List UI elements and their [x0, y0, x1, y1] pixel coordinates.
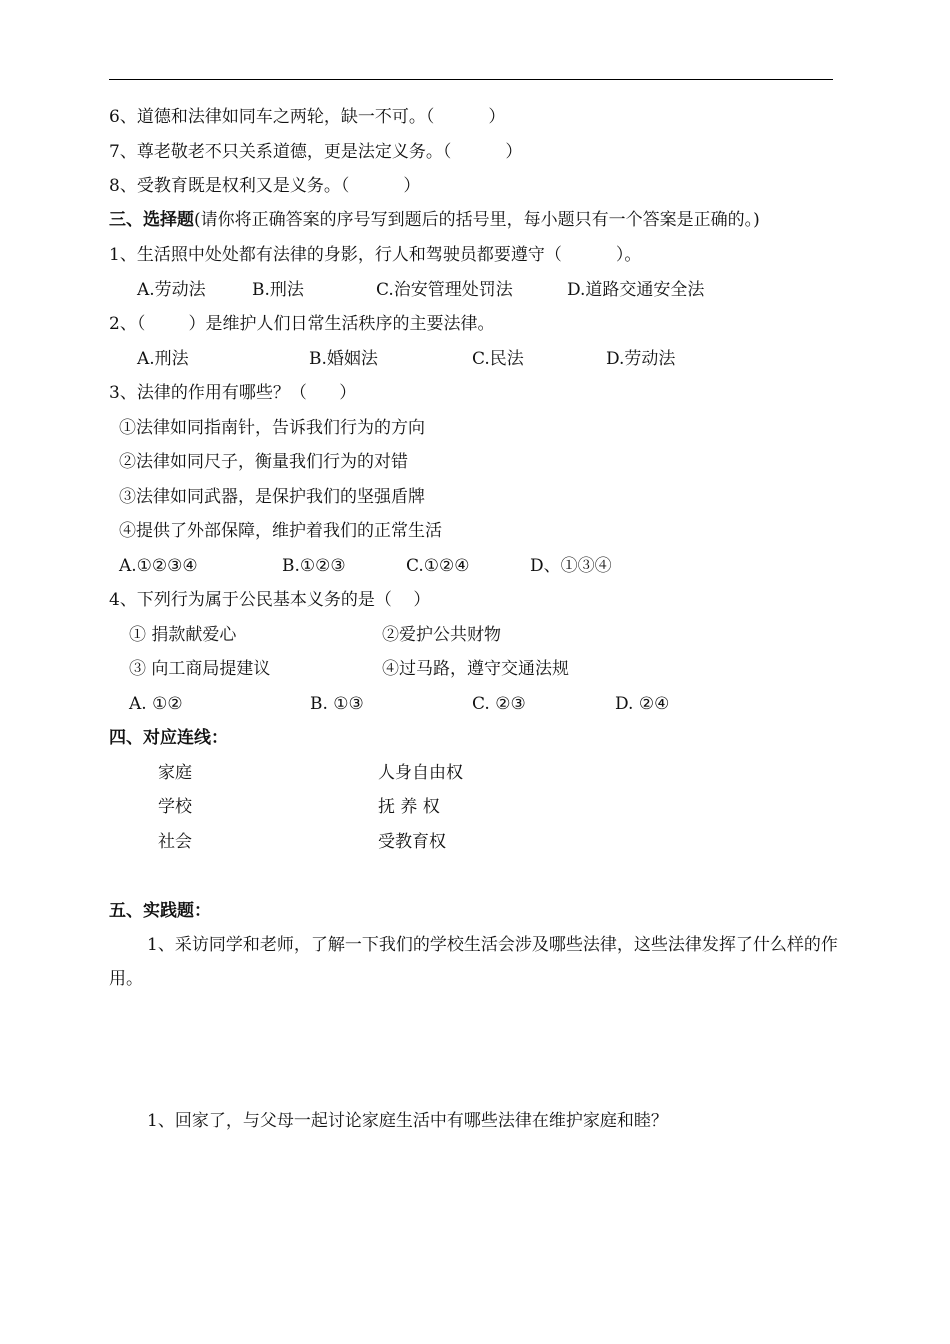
q4-option-a: A. ①② — [129, 694, 183, 714]
q2-option-b: B.婚姻法 — [309, 349, 378, 369]
q4-option-c: C. ②③ — [472, 694, 526, 714]
choice-question-1: 1、生活照中处处都有法律的身影，行人和驾驶员都要遵守（ ）。 — [109, 245, 642, 265]
section-4-heading: 四、对应连线： — [109, 728, 228, 748]
q3-option-b: B.①②③ — [282, 556, 346, 576]
q4-option-d: D. ②④ — [615, 694, 670, 714]
q1-option-a: A.劳动法 — [137, 280, 206, 300]
q1-option-d: D.道路交通安全法 — [567, 280, 705, 300]
q4-option-b: B. ①③ — [310, 694, 364, 714]
q4-item-4: ④过马路，遵守交通法规 — [382, 659, 569, 679]
choice-question-4: 4、下列行为属于公民基本义务的是（ ） — [109, 590, 431, 610]
q3-option-a: A.①②③④ — [119, 556, 198, 576]
match-right-3: 受教育权 — [378, 832, 446, 852]
q1-option-c: C.治安管理处罚法 — [376, 280, 513, 300]
section-3-header — [109, 209, 760, 231]
match-left-1: 家庭 — [158, 763, 192, 783]
q3-item-4: ④提供了外部保障，维护着我们的正常生活 — [119, 521, 442, 541]
true-false-question-8: 8、受教育既是权利又是义务。（ ） — [109, 176, 421, 196]
header-rule — [109, 79, 833, 80]
true-false-question-7: 7、尊老敬老不只关系道德，更是法定义务。（ ） — [109, 142, 523, 162]
q2-option-c: C.民法 — [472, 349, 524, 369]
practice-task-2: 1、回家了，与父母一起讨论家庭生活中有哪些法律在维护家庭和睦？ — [147, 1111, 668, 1131]
q3-option-d: D、①③④ — [530, 556, 612, 576]
q3-option-c: C.①②④ — [406, 556, 470, 576]
q3-item-3: ③法律如同武器，是保护我们的坚强盾牌 — [119, 487, 425, 507]
section-5-heading: 五、实践题： — [109, 901, 211, 921]
true-false-question-6: 6、道德和法律如同车之两轮，缺一不可。（ ） — [109, 107, 506, 127]
q3-item-1: ①法律如同指南针，告诉我们行为的方向 — [119, 418, 425, 438]
q4-item-3: ③ 向工商局提建议 — [129, 659, 271, 679]
match-right-2: 抚 养 权 — [378, 797, 440, 817]
q3-item-2: ②法律如同尺子，衡量我们行为的对错 — [119, 452, 408, 472]
match-left-3: 社会 — [158, 832, 192, 852]
q2-option-d: D.劳动法 — [606, 349, 676, 369]
q4-item-2: ②爱护公共财物 — [382, 625, 501, 645]
practice-task-1: 1、采访同学和老师，了解一下我们的学校生活会涉及哪些法律，这些法律发挥了什么样的作用。 — [109, 935, 838, 989]
section-3-heading: 三、选择题 — [109, 210, 194, 230]
choice-question-3: 3、法律的作用有哪些？（ ） — [109, 383, 357, 403]
q4-item-1: ① 捐款献爱心 — [129, 625, 237, 645]
q1-option-b: B.刑法 — [252, 280, 304, 300]
choice-question-2: 2、（ ）是维护人们日常生活秩序的主要法律。 — [109, 314, 495, 334]
match-right-1: 人身自由权 — [378, 763, 463, 783]
section-3-instruction: (请你将正确答案的序号写到题后的括号里，每小题只有一个答案是正确的。) — [194, 210, 760, 230]
match-left-2: 学校 — [158, 797, 192, 817]
q2-option-a: A.刑法 — [137, 349, 189, 369]
